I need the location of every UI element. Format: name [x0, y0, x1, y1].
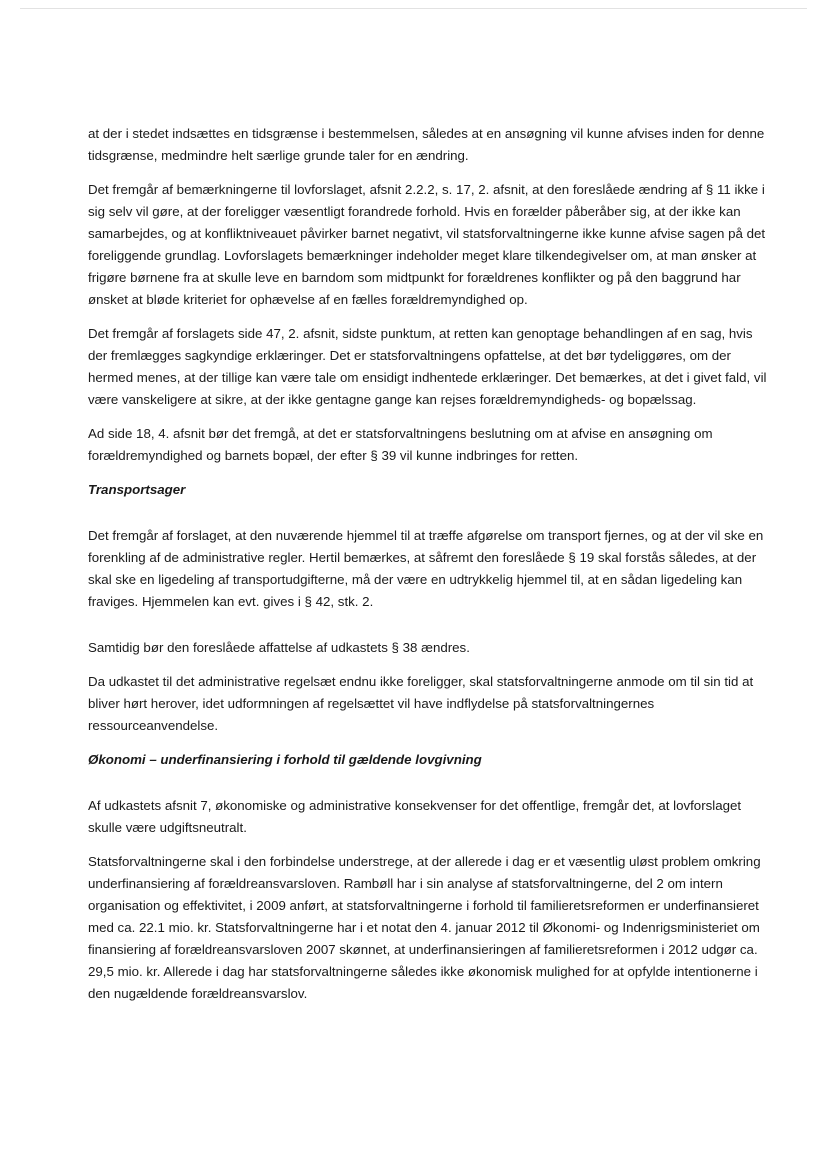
heading-okonomi: Økonomi – underfinansiering i forhold til gældende lovgivning	[88, 752, 482, 767]
paragraph-7: Da udkastet til det administrative regelsæt endnu ikke foreligger, skal statsforvaltningerne anmode om til sin tid at bliver hørt herover, idet udformningen af regelsættet vil have indflydelse på statsforvaltningernes ressourceanvendelse.	[88, 674, 754, 733]
paragraph-5: Det fremgår af forslaget, at den nuværende hjemmel til at træffe afgørelse om transport fjernes, og at der vil ske en forenkling af de administrative regler. Hertil bemærkes, at såfremt den foreslåede § 19 skal forstås således, at der skal ske en ligedeling af transportudgifterne, må der være en udtrykkelig hjemmel til, at en sådan ligedeling kan fraviges. Hjemmelen kan evt. gives i § 42, stk. 2.	[88, 528, 764, 609]
paragraph-3: Det fremgår af forslagets side 47, 2. afsnit, sidste punktum, at retten kan genoptage behandlingen af en sag, hvis der fremlægges sagkyndige erklæringer. Det er statsforvaltningens opfattelse, at det bør tydeliggøres, om der hermed menes, at der tillige kan være tale om ensidigt indhentede erklæringer. Det bemærkes, at det i givet fald, vil være vanskeligere at sikre, at der ikke gentagne gange kan rejses forældremyndigheds- og bopælssag.	[88, 326, 767, 407]
top-divider	[20, 8, 807, 9]
paragraph-8: Af udkastets afsnit 7, økonomiske og administrative konsekvenser for det offentlige, fremgår det, at lovforslaget skulle være udgiftsneutralt.	[88, 798, 742, 835]
paragraph-9: Statsforvaltningerne skal i den forbindelse understrege, at der allerede i dag er et væsentlig uløst problem omkring underfinansiering af forældreansvarsloven. Rambøll har i sin analyse af statsforvaltningerne, del 2 om intern organisation og effektivitet, i 2009 anført, at statsforvaltningerne i forhold til familieretsreformen er underfinansieret med ca. 22.1 mio. kr. Statsforvaltningerne har i et notat den 4. januar 2012 til Økonomi- og Indenrigsministeriet om finansiering af forældreansvarsloven 2007 skønnet, at underfinansieringen af familieretsreformen i 2012 udgør ca. 29,5 mio. kr. Allerede i dag har statsforvaltningerne således ikke økonomisk mulighed for at opfylde intentionerne i den nugældende forældreansvarslov.	[88, 854, 761, 1001]
paragraph-4: Ad side 18, 4. afsnit bør det fremgå, at det er statsforvaltningens beslutning om at afvise en ansøgning om forældremyndighed og barnets bopæl, der efter § 39 vil kunne indbringes for retten.	[88, 426, 713, 463]
heading-transportsager: Transportsager	[88, 482, 186, 497]
paragraph-1: at der i stedet indsættes en tidsgrænse i bestemmelsen, således at en ansøgning vil kunne afvises inden for denne tidsgrænse, medmindre helt særlige grunde taler for en ændring.	[88, 126, 765, 163]
paragraph-6: Samtidig bør den foreslåede affattelse af udkastets § 38 ændres.	[88, 640, 470, 655]
paragraph-2: Det fremgår af bemærkningerne til lovforslaget, afsnit 2.2.2, s. 17, 2. afsnit, at den foreslåede ændring af § 11 ikke i sig selv vil gøre, at der foreligger væsentligt forandrede forhold. Hvis en forælder påberåber sig, at der ikke kan samarbejdes, og at konfliktniveauet påvirker barnet negativt, vil statsforvaltningerne ikke kunne afvise sagen på det foreliggende grundlag. Lovforslagets bemærkninger indeholder meget klare tilkendegivelser om, at man ønsker at frigøre børnene fra at skulle leve en barndom som midtpunkt for forældrenes konflikter og på den baggrund har ønsket at bløde kriteriet for ophævelse af en fælles forældremyndighed op.	[88, 182, 766, 307]
